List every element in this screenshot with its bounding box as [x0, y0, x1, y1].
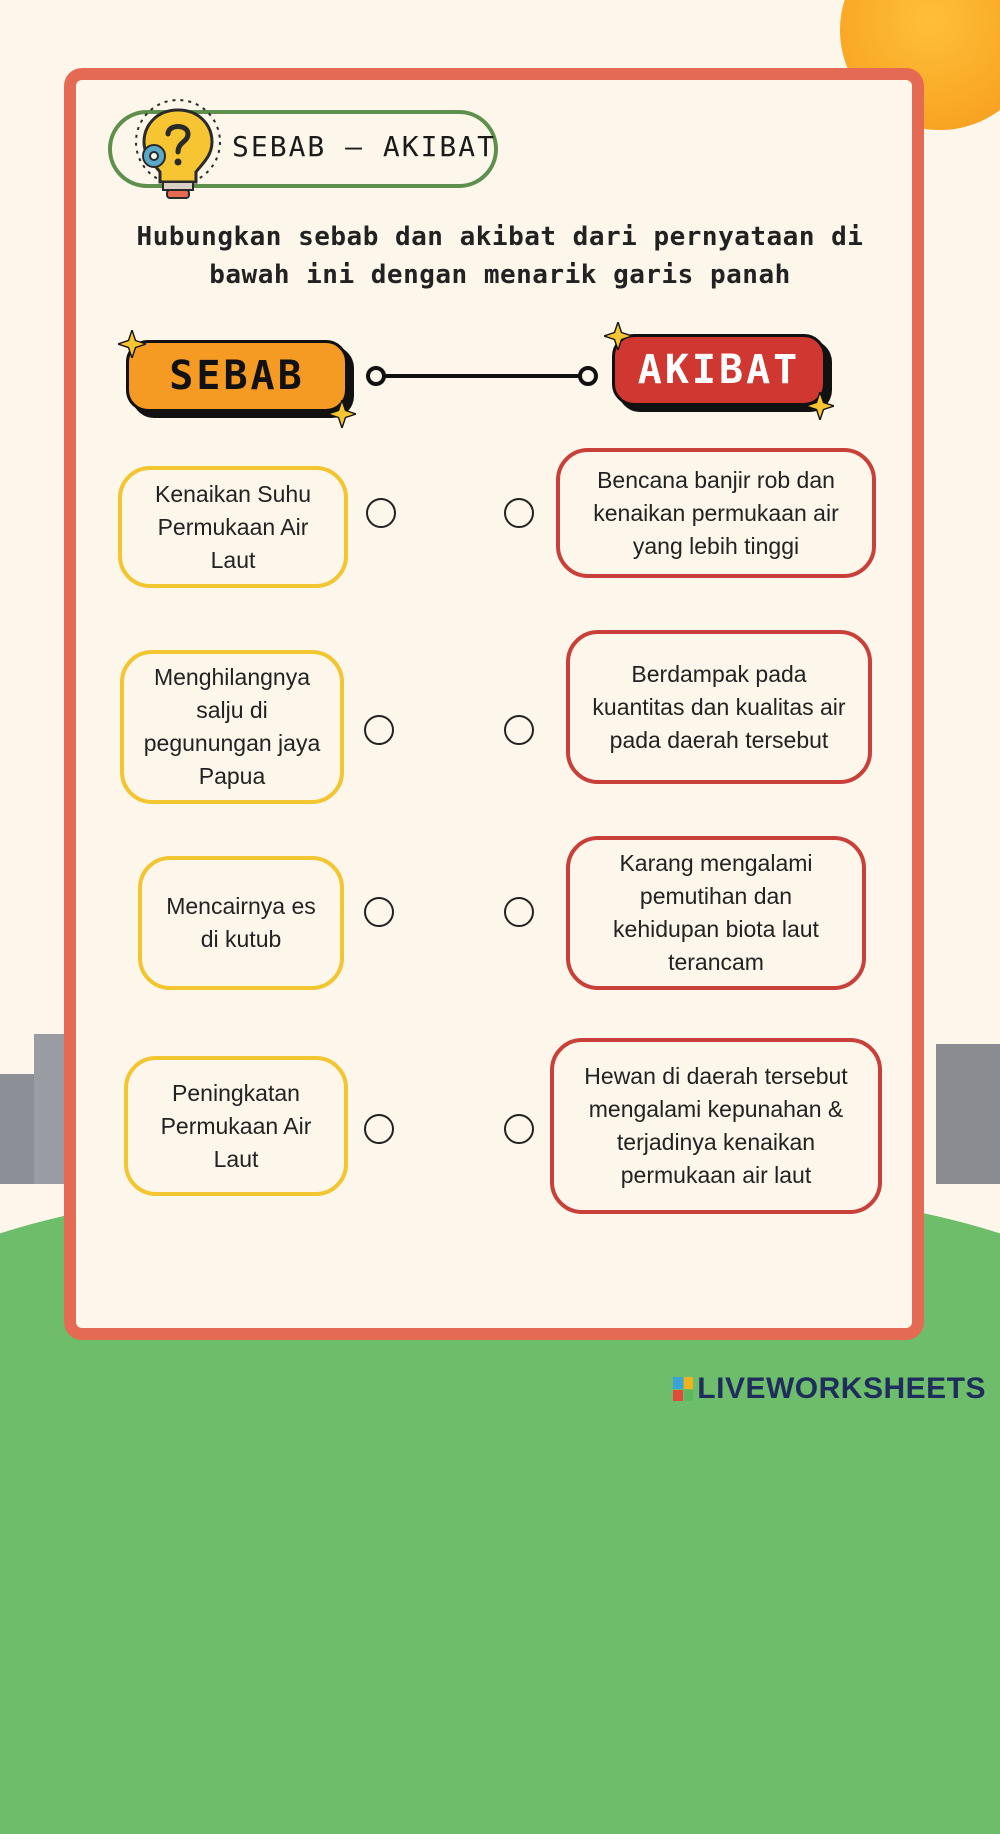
cause-box-4: Peningkatan Permukaan Air Laut	[124, 1056, 348, 1196]
connector-line-icon	[364, 364, 600, 388]
cause-box-3: Mencairnya es di kutub	[138, 856, 344, 990]
sebab-header: SEBAB	[126, 340, 348, 412]
brand-mark-icon	[673, 1377, 693, 1401]
building-right	[936, 1044, 1000, 1184]
effect-box-3: Karang mengalami pemutihan dan kehidupan biota laut terancam	[566, 836, 866, 990]
cause-box-1: Kenaikan Suhu Permukaan Air Laut	[118, 466, 348, 588]
effect-dot-4[interactable]	[504, 1114, 534, 1144]
lightbulb-question-icon	[132, 96, 224, 206]
sparkle-icon	[118, 330, 146, 358]
cause-dot-3[interactable]	[364, 897, 394, 927]
cause-dot-2[interactable]	[364, 715, 394, 745]
cause-box-2: Menghilangnya salju di pegunungan jaya Papua	[120, 650, 344, 804]
effect-dot-2[interactable]	[504, 715, 534, 745]
instruction-text: Hubungkan sebab dan akibat dari pernyataan di bawah ini dengan menarik garis panah	[136, 222, 864, 290]
building-left-tall	[34, 1034, 64, 1184]
effect-box-4: Hewan di daerah tersebut mengalami kepunahan & terjadinya kenaikan permukaan air laut	[550, 1038, 882, 1214]
effect-box-2: Berdampak pada kuantitas dan kualitas air pada daerah tersebut	[566, 630, 872, 784]
cause-dot-1[interactable]	[366, 498, 396, 528]
sparkle-icon	[328, 400, 356, 428]
brand-name: LIVEWORKSHEETS	[697, 1372, 986, 1405]
effect-dot-3[interactable]	[504, 897, 534, 927]
building-left	[0, 1074, 34, 1184]
akibat-header: AKIBAT	[612, 334, 826, 406]
sparkle-icon	[604, 322, 632, 350]
effect-box-1: Bencana banjir rob dan kenaikan permukaan air yang lebih tinggi	[556, 448, 876, 578]
sparkle-icon	[806, 392, 834, 420]
cause-dot-4[interactable]	[364, 1114, 394, 1144]
page-title: SEBAB – AKIBAT	[232, 130, 497, 163]
brand-logo	[673, 1372, 986, 1406]
effect-dot-1[interactable]	[504, 498, 534, 528]
